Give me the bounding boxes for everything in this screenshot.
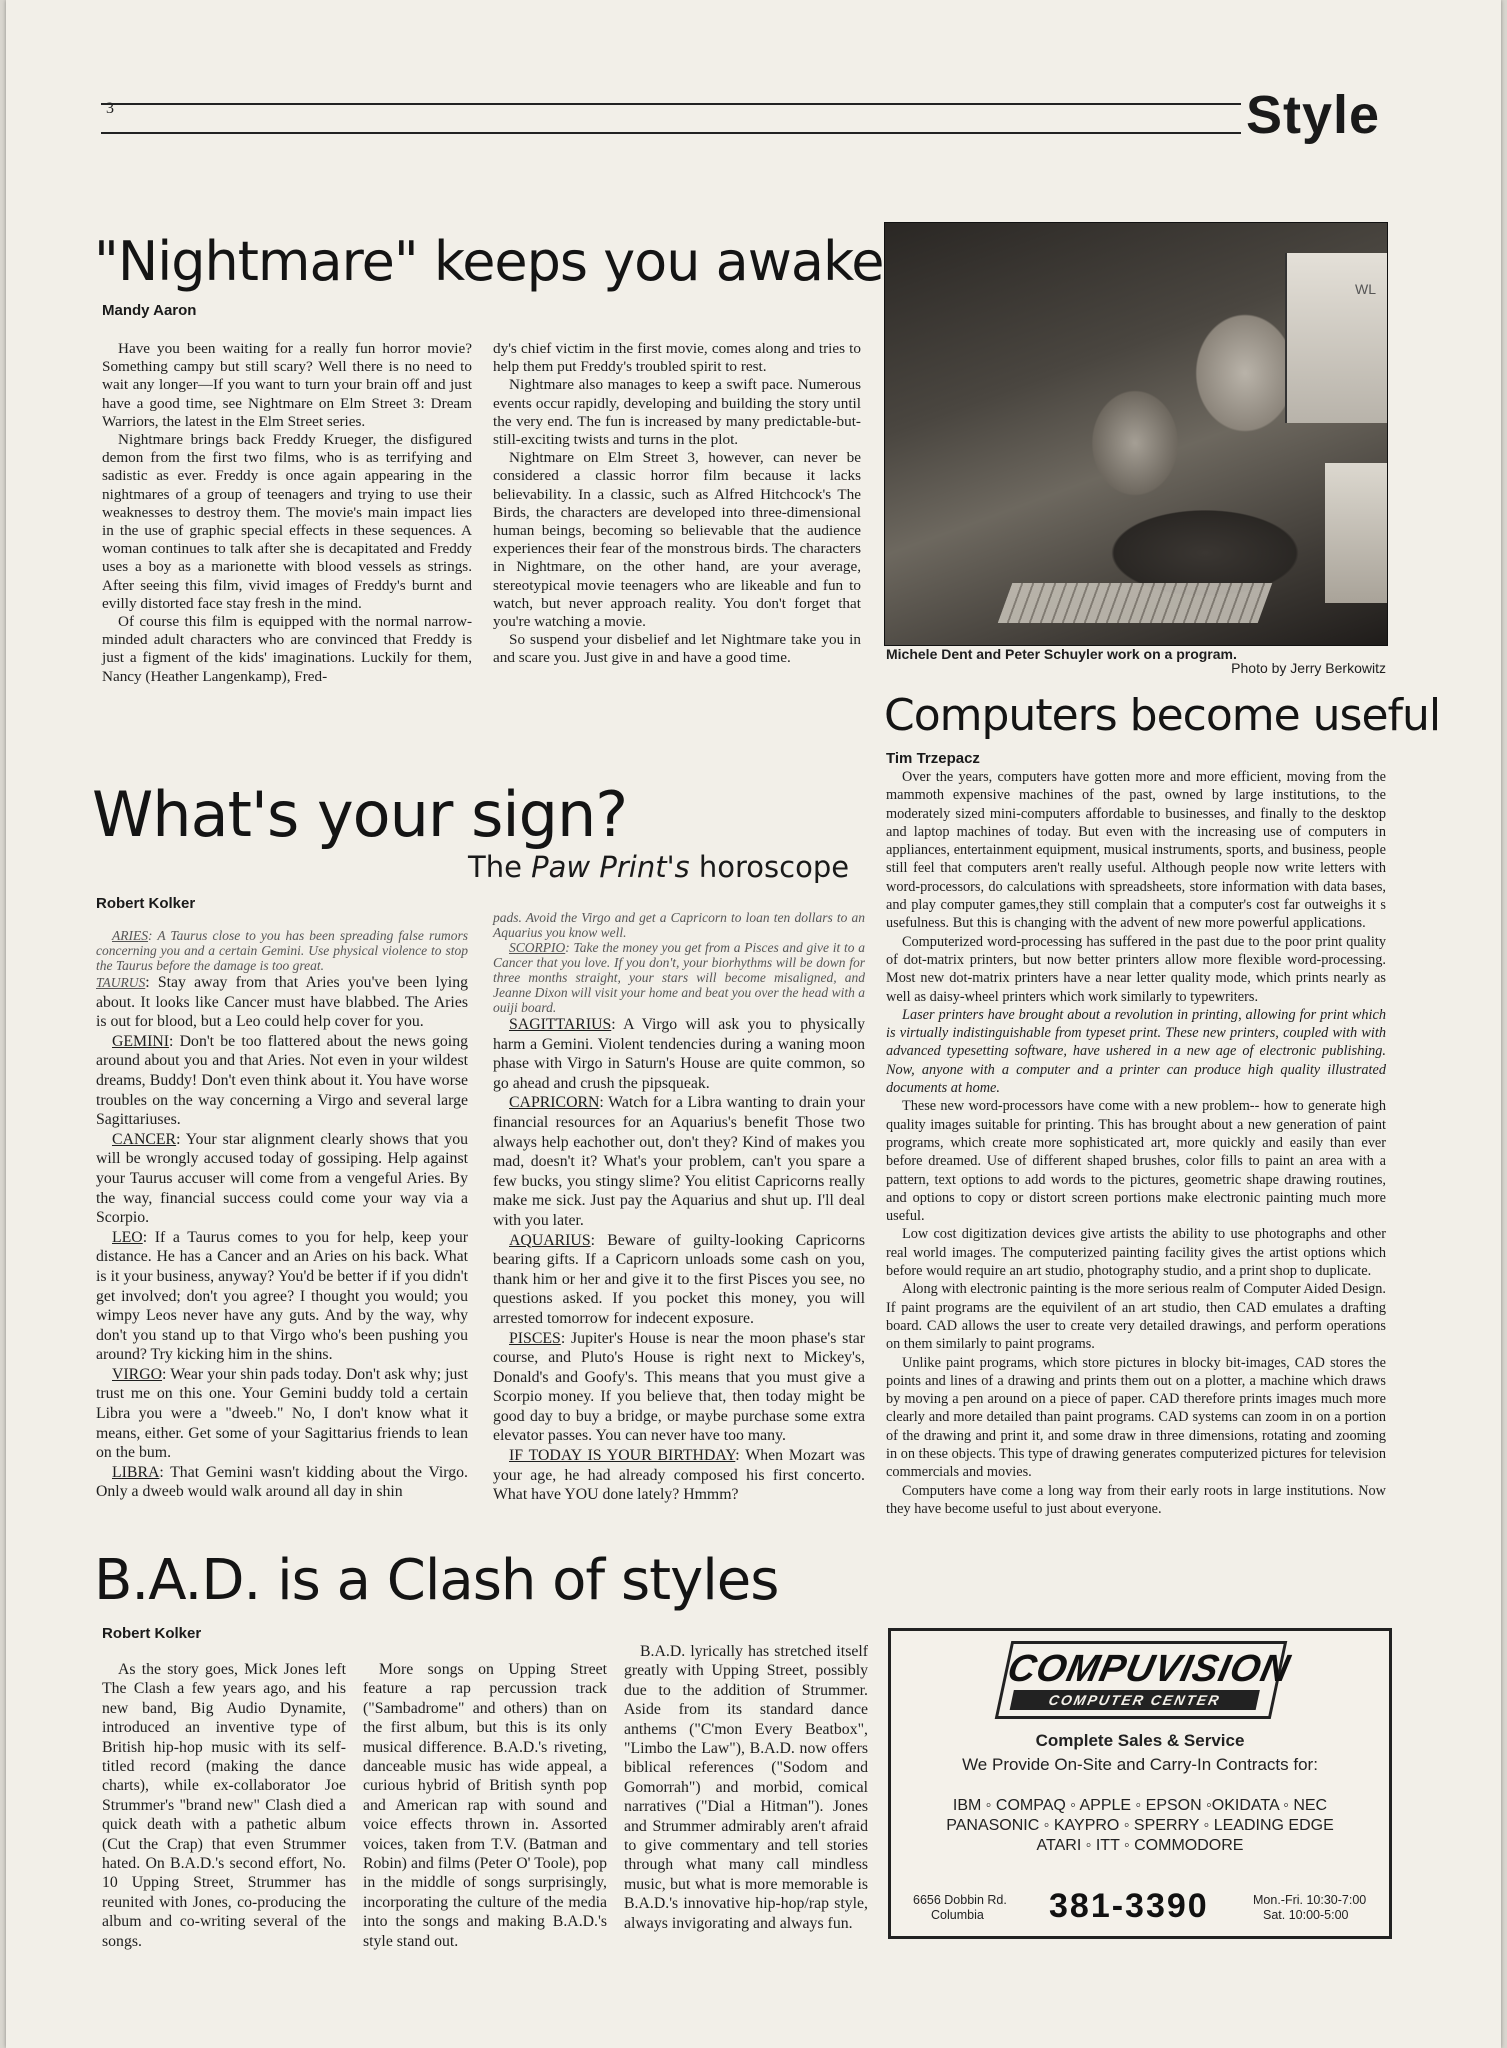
paragraph: So suspend your disbelief and let Nightmare take you in and scare you. Just give in and have a good time. (493, 631, 861, 667)
paragraph: Over the years, computers have gotten more and more efficient, moving from the mammoth expensive machines of the past, owned by large institutions, to the moderately sized mini-computers affordable to businesses, and finally to the desktop and laptop machines of today. But even with the increasing use of computers in appliances, entertainment equipment, musical instruments, sports, and business, people still feel that computers aren't really useful. Although people now write letters with word-processors, do calculations with spreadsheets, store information with data bases, and play computer games,they still complain that a computer's cost far outweighs it s usefulness. But this is changing with the advent of new more powerful applications. (886, 769, 1386, 932)
monitor-shape (1285, 253, 1387, 423)
nightmare-byline: Mandy Aaron (102, 302, 197, 319)
sign-name: SAGITTARIUS (509, 1016, 612, 1033)
sign-text: : Don't be too flattered about the news going around about you and that Aries. Not even in your wildest dreams, Buddy! Don't even think about it. You have worse troubles on the way concerning a Virgo and several large Sagittariuses. (96, 1032, 468, 1129)
paragraph: Nightmare brings back Freddy Krueger, the disfigured demon from the first two films, who is as terrifying and sadistic as ever. Freddy is once again appearing in the nightmares of a group of teenagers and trying to use their weaknesses to destroy them. The movie's main impact lies in the use of graphic special effects in these sequences. A woman continues to talk after she is decapitated and Freddy uses a boy as a marionette with blood vessels as strings. After seeing this film, vivid images of Freddy's burnt and evilly distorted face stay fresh in the mind. (102, 431, 472, 612)
ad-brands: IBM ◦ COMPAQ ◦ APPLE ◦ EPSON ◦OKIDATA ◦ NEC (952, 1797, 1328, 1814)
horoscope-entry (96, 1032, 468, 1130)
bad-column-3 (624, 1642, 868, 1933)
sign-text: : Watch for a Libra wanting to drain your financial resources for an Aquarius's benefit Those two always help eachother out, don't they? Kind of makes you mad, doesn't it? What's your problem, can't you spare a few bucks, you stingy slime? You elitist Capricorns really make me sick. Just pay the Aquarius and shut up. I'll deal with you later. (493, 1094, 865, 1229)
horoscope-entry (96, 1130, 468, 1228)
paragraph: Computerized word-processing has suffered in the past due to the poor print quality of dot-matrix printers, but now better printers allow more flexible word-processing. Most new dot-matrix printers have a near letter quality mode, which prints nearly as well as daisy-wheel printers which work similarly to typewriters. (886, 933, 1386, 1005)
page-number: 3 (106, 100, 114, 117)
sign-text: : A Taurus close to you has been spreading false rumors concerning you and a certain Gemini. Use physical violence to stop the Taurus before the damage is too great. (96, 928, 468, 973)
address-line: 6656 Dobbin Rd. (913, 1893, 1007, 1907)
horoscope-entry (96, 1463, 468, 1502)
keyboard-shape (998, 583, 1273, 623)
bad-column-1 (102, 1660, 346, 1951)
horoscope-headline: What's your sign? (92, 778, 628, 851)
paragraph: Computers have come a long way from their early roots in large institutions. Now they have become useful to just about everyone. (886, 1482, 1386, 1517)
compuvision-ad (888, 1628, 1392, 1939)
sign-name: SCORPIO (509, 940, 566, 955)
sign-name: TAURUS (96, 975, 146, 990)
sign-name: LEO (112, 1228, 143, 1246)
sign-text: : When Mozart was your age, he had already composed his first concerto. What have YOU done lately? Hmmm? (493, 1447, 865, 1504)
paragraph: Along with electronic painting is the more serious realm of Computer Aided Design. If paint programs are the equivilent of an art studio, then CAD emulates a drafting board. CAD allows the user to create very detailed drawings, and perform operations on them similarly to paint programs. (886, 1281, 1387, 1353)
section-title: Style (1246, 85, 1381, 145)
horoscope-entry (493, 1093, 865, 1230)
horoscope-entry (493, 910, 865, 940)
sign-name: CAPRICORN (509, 1094, 600, 1112)
photo-credit: Photo by Jerry Berkowitz (1231, 660, 1386, 676)
ad-line: Complete Sales & Service (1035, 1731, 1245, 1750)
ad-address (913, 1893, 1007, 1923)
bad-column-2 (363, 1660, 607, 1951)
sign-name: PISCES (509, 1329, 561, 1347)
caption-text: Michele Dent and Peter Schuyler work on a program. (886, 646, 1237, 662)
horoscope-byline: Robert Kolker (96, 895, 196, 912)
subtitle-text: The (468, 850, 532, 884)
sign-name: CANCER (112, 1130, 177, 1148)
paragraph: Of course this film is equipped with the normal narrow-minded adult characters who are convinced that Freddy is just a figment of the kids' imaginations. Luckily for them, Nancy (Heather Langenkamp), Fred- (102, 613, 472, 685)
horoscope-entry (96, 1228, 468, 1365)
horoscope-entry (493, 1446, 865, 1505)
sign-text: : If a Taurus comes to you for help, keep your distance. He has a Cancer and an Aries on his back. What is it your business, anyway? You'd be better if if you didn't get involved; don't you agree? I thought you would; you wimpy Leos never have any guts. And by the way, why don't you stand up to that Virgo who's been pushing you around? Try kicking him in the shins. (96, 1228, 468, 1364)
sign-name: VIRGO (112, 1365, 163, 1383)
sign-name: ARIES (112, 928, 148, 943)
sign-name: IF TODAY IS YOUR BIRTHDAY (509, 1447, 736, 1465)
paragraph: Unlike paint programs, which store pictures in blocky bit-images, CAD stores the points and lines of a drawing and prints them out on a plotter, a machine which draws by moving a pen around on a piece of paper. CAD therefore prints images much more clearly and more detailed than paint programs. CAD systems can zoom in on a portion of the drawing and print it, and some draw in three dimensions, rotating and zooming in on these objects. This type of drawing generates computerized pictures for television commercials and movies. (886, 1354, 1386, 1481)
paragraph: B.A.D. lyrically has stretched itself greatly with Upping Street, possibly due to the addition of Strummer. Aside from its standard dance anthems ("C'mon Every Beatbox", "Limbo the Law"), B.A.D. now offers biblical references ("Sodom and Gomorrah") and morbid, comical narratives ("Dial a Hitman"). Jones and Strummer admirably aren't afraid to give commentary and tell stories through what many call mindless music, but what is more memorable is B.A.D.'s innovative hip-hop/rap style, always invigorating and always fun. (624, 1643, 868, 1932)
paragraph: Laser printers have brought about a revolution in printing, allowing for print which is virtually indistinguishable from typeset print. These new printers, coupled with with advanced typesetting software, have ushered in a new age of electronic publishing. Now, anyone with a computer and a printer can produce high quality illustrated documents at home. (886, 1006, 1386, 1097)
paragraph: Have you been waiting for a really fun horror movie? Something campy but still scary? Well there is no need to wait any longer—If you want to turn your brain off and just have a good time, see Nightmare on Elm Street 3: Dream Warriors, the latest in the Elm Street series. (102, 340, 472, 430)
horoscope-entry (96, 973, 468, 1032)
sign-text: : Jupiter's House is near the moon phase's star course, and Pluto's House is right next to Mickey's, Donald's and Goofy's. This means that you must give a Scorpio money. If you believe that, then today might be good day to buy a bridge, or maybe purchase some extra elevator passes. You can never have too many. (493, 1329, 865, 1445)
students-at-computer-photo (884, 222, 1388, 646)
header-rule (101, 103, 1241, 105)
paragraph: Nightmare also manages to keep a swift pace. Numerous events occur rapidly, developing and building the story until the very end. The fun is increased by many predictable-but-still-exciting twists and turns in the plot. (493, 376, 861, 449)
sign-text: : Wear your shin pads today. Don't ask why; just trust me on this one. Your Gemini buddy told a certain Libra you were a "dweeb." No, I don't know what it means, either. Get some of your Sagittarius friends to lean on the bum. (96, 1365, 468, 1462)
horoscope-entry (493, 1329, 865, 1447)
hours-line: Sat. 10:00-5:00 (1263, 1908, 1349, 1922)
horoscope-entry (493, 940, 865, 1015)
sign-text: : Stay away from that Aries you've been lying about. It looks like Cancer must have blabbed. The Aries is out for blood, but a Leo could help cover for you. (96, 974, 468, 1031)
horoscope-column-2 (493, 910, 865, 1505)
paragraph: More songs on Upping Street feature a rap percussion track ("Sambadrome" and others) than on the first album, but this is its only musical difference. B.A.D.'s riveting, danceable music has wide appeal, a curious hybrid of British synth pop and American rap with sound and voice effects thrown in. Assorted voices, taken from T.V. (Batman and Robin) and films (Peter O' Toole), pop in the middle of songs surprisingly, incorporating the culture of the media into the songs and making B.A.D.'s style stand out. (363, 1661, 607, 1950)
compuvision-logo (995, 1641, 1295, 1719)
sign-text: : Take the money you get from a Pisces and give it to a Cancer that you love. If you don't, your biorhythms will be down for three months straight, your stars will become misaligned, and Jeanne Dixon will visit your home and beat you over the head with a ouiji board. (493, 940, 865, 1015)
sign-name: AQUARIUS (509, 1231, 591, 1249)
horoscope-column-1 (96, 928, 468, 1502)
sign-text: : That Gemini wasn't kidding about the Virgo. Only a dweeb would walk around all day in shin (96, 1463, 468, 1501)
subtitle-text: horoscope (689, 850, 850, 884)
horoscope-entry (493, 1015, 865, 1093)
monitor-shape (1325, 463, 1387, 603)
horoscope-entry (96, 928, 468, 973)
sign-text: : Your star alignment clearly shows that you will be wrongly accused today of gossiping. Help against your Taurus accuser will come from a vengeful Aries. By the way, financial success could come your way via a Scorpio. (96, 1130, 468, 1227)
bad-headline: B.A.D. is a Clash of styles (94, 1548, 779, 1613)
computers-headline: Computers become useful (884, 690, 1441, 741)
horoscope-entry (493, 1231, 865, 1329)
bad-byline: Robert Kolker (102, 1625, 202, 1642)
computers-byline: Tim Trzepacz (886, 750, 980, 767)
header-rule (101, 132, 1241, 134)
paragraph: dy's chief victim in the first movie, comes along and tries to help them put Freddy's troubled spirit to rest. (493, 340, 861, 376)
logo-subtitle: COMPUTER CENTER (1010, 1690, 1260, 1710)
hours-line: Mon.-Fri. 10:30-7:00 (1253, 1893, 1367, 1907)
nightmare-headline: "Nightmare" keeps you awake (94, 230, 884, 293)
computers-column (886, 768, 1386, 1518)
ad-brands: ATARI ◦ ITT ◦ COMMODORE (1036, 1837, 1244, 1854)
paragraph: As the story goes, Mick Jones left The Clash a few years ago, and his new band, Big Audio Dynamite, introduced an inventive type of British hip-hop music with its self-titled record (making the dance charts), while ex-collaborator Joe Strummer's "brand new" Clash died a quick death with a pathetic album (Cut the Crap) that even Strummer hated. On B.A.D.'s second effort, No. 10 Upping Street, Strummer has reunited with Jones, co-producing the album and co-writing several of the songs. (102, 1661, 346, 1950)
horoscope-subtitle (468, 850, 849, 884)
ad-line: We Provide On-Site and Carry-In Contracts for: (962, 1755, 1318, 1774)
horoscope-entry (96, 1365, 468, 1463)
photo-caption (886, 646, 1386, 676)
logo-name: COMPUVISION (1003, 1648, 1295, 1690)
paragraph: Nightmare on Elm Street 3, however, can never be considered a classic horror film because it lacks believability. In a classic, such as Alfred Hitchcock's The Birds, the characters are developed into three-dimensional human beings, becoming so believable that the audience experiences their fear of the monstrous birds. The characters in Nightmare, on the other hand, are your average, stereotypical movie teenagers who are likeable and fun to watch, but never approach reality. You don't forget that you're watching a movie. (493, 449, 861, 631)
ad-hours (1253, 1893, 1366, 1923)
sign-text: pads. Avoid the Virgo and get a Capricorn to loan ten dollars to an Aquarius you know well. (493, 910, 865, 940)
monitor-label: WL (1355, 281, 1376, 297)
address-line: Columbia (931, 1908, 984, 1922)
sign-name: LIBRA (112, 1463, 160, 1481)
paragraph: Low cost digitization devices give artists the ability to use photographs and other real world images. The computerized painting facility gives the artist options which before would require an art studio, photography studio, and a print shop to duplicate. (886, 1226, 1386, 1280)
sign-text: : Beware of guilty-looking Capricorns bearing gifts. If a Capricorn unloads some cash on you, thank him or her and give it to the first Pisces you see, no questions asked. If you pocket this money, you will arrested tomorrow for indecent exposure. (493, 1231, 865, 1327)
ad-phone: 381-3390 (1049, 1887, 1209, 1925)
newspaper-page (6, 0, 1501, 2048)
sign-name: GEMINI (112, 1032, 170, 1050)
ad-brands: PANASONIC ◦ KAYPRO ◦ SPERRY ◦ LEADING EDGE (946, 1817, 1334, 1834)
nightmare-column-2 (493, 340, 861, 668)
sign-text: : A Virgo will ask you to physically harm a Gemini. Violent tendencies during a waning moon phase with Virgo in Saturn's House are quite common, so go ahead and crush the pipsqueak. (493, 1016, 865, 1092)
nightmare-column-1 (102, 340, 472, 686)
paragraph: These new word-processors have come with a new problem-- how to generate high quality images suitable for printing. This has brought about a new generation of paint programs, which create more sophisticated art, more quickly and easily than ever before dreamed. Use of different shaped brushes, color fills to paint an area with a pattern, text options to add words to the pictures, geometric shape drawing routines, and options to copy or distort screen portions make electronic painting much more useful. (886, 1098, 1386, 1225)
subtitle-italic: Paw Print's (531, 850, 690, 884)
